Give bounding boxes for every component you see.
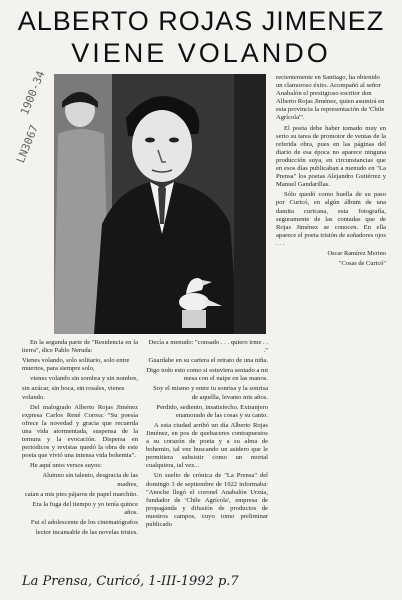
signature-column: "Cosas de Curicó" [338,260,386,268]
left-paragraph-8: caían a mis pies pájaros de papel marchito. [24,490,138,498]
margin-note-date: 1900-34 [18,69,48,117]
margin-note-catalog: LN3067 [14,123,41,165]
left-column [22,339,138,539]
left-paragraph-10: Fui el adolescente de los cinematógrafos [30,518,138,526]
left-paragraph-5: Del malogrado Alberto Rojas Jiménez expresa Carlos René Correa: "Su poesía ofrece la novedad y gracia que recuerda una vida atormentada, suspensa de la ternura y la evocación. Dispersa en periódicos y revistas quedó la obra de este poeta que vivió una intensa vida bohemia". [22,403,138,460]
left-paragraph-7: Alumno sin talento, desgracia de las madres, [42,472,138,488]
right-column [276,74,386,270]
middle-paragraph-7: Un suelto de crónica de "La Prensa" del domingo 3 de septiembre de 1922 informaba: "Anoche llegó el coronel Anabalón Urzúa, fundador de 'Chile Agrícola', empresa de propaganda y difusión de productos de nuestros campos, cuyo tomo preliminar publicado [146,472,268,528]
middle-paragraph-1: Decía a menudo: "consado . . . quiero irme . . ." [148,339,268,355]
left-paragraph-3: vienes volando sin sombra y sin nombre, [30,375,138,383]
signature-author: Oscar Ramírez Merino [327,249,386,257]
middle-paragraph-4: Soy el mismo y entre tu sonrisa y la sonrisa de aquélla, levanto mis años. [153,385,268,401]
right-paragraph-3: Sólo quedó como huella de su paso por Curicó, en algún álbum de una damita curicana, esta fotografía, seguramente de las contadas que de Rojas Jiménez se conocen. En ella aparece el poeta tristón de soñadores ojos . . . [276,191,386,247]
middle-paragraph-6: A esta ciudad arribó un día Alberto Rojas Jiménez, en pos de quehaceres contrapuestos a su corazón de poeta y a su alma de bohemio, tal vez buscando un asidero que le permitiera subsistir como un mortal cualquiera, tal vez... [146,421,268,470]
article-title-line-2: VIENE VOLANDO [71,38,331,68]
portrait-photo-image [54,74,266,334]
left-paragraph-1: En la segunda parte de "Residencia en la tierra", dice Pablo Neruda: [22,339,138,355]
middle-paragraph-2: Guardabe en su cartera el retrato de una niña. [148,357,268,365]
middle-paragraph-5: Perdido, sediento, insatisfecho. Extranjero enamorado de las cosas y su canto. [156,403,268,419]
right-paragraph-1: recientemente en Santiago, ha obtenido un clamoroso éxito. Acompañó al señor Anabalón el prestigioso escritor don Alberto Rojas Jiménez, quien asumirá en esta provincia la representación de 'Chile Agrícola'". [276,74,385,122]
left-paragraph-4: sin azúcar, sin boca, sin rosales, vienes volando. [22,385,125,401]
middle-paragraph-3: Digo todo esto como si estuviera sentado a mi mesa con el naipe en las manos. [146,367,268,383]
left-paragraph-6: He aquí unos versos suyos: [30,462,102,470]
left-paragraph-11: lector incansable de las novelas tristes. [35,528,138,536]
middle-column [146,339,268,531]
portrait-photo [54,74,266,334]
left-paragraph-2: Vienes volando, solo solitario, solo entre muertos, para siempre solo, [22,357,130,373]
article-title-line-1: ALBERTO ROJAS JIMENEZ [17,6,385,36]
left-paragraph-9: Era la fuga del tiempo y yo tenía quince años. [32,500,138,516]
handwritten-source-note: La Prensa, Curicó, 1-III-1992 p.7 [22,574,239,589]
right-paragraph-2: El poeta debe haber tomado muy en serio su tarea de promotor de ventas de la referida obra, pues en las páginas del diario de esa época no aparece ninguna producción suya, en circunstancias que en esos días publicaban a menudo en "La Prensa" los poetas Alejandro Gutiérrez y Manuel Gandarillas. [276,124,386,189]
